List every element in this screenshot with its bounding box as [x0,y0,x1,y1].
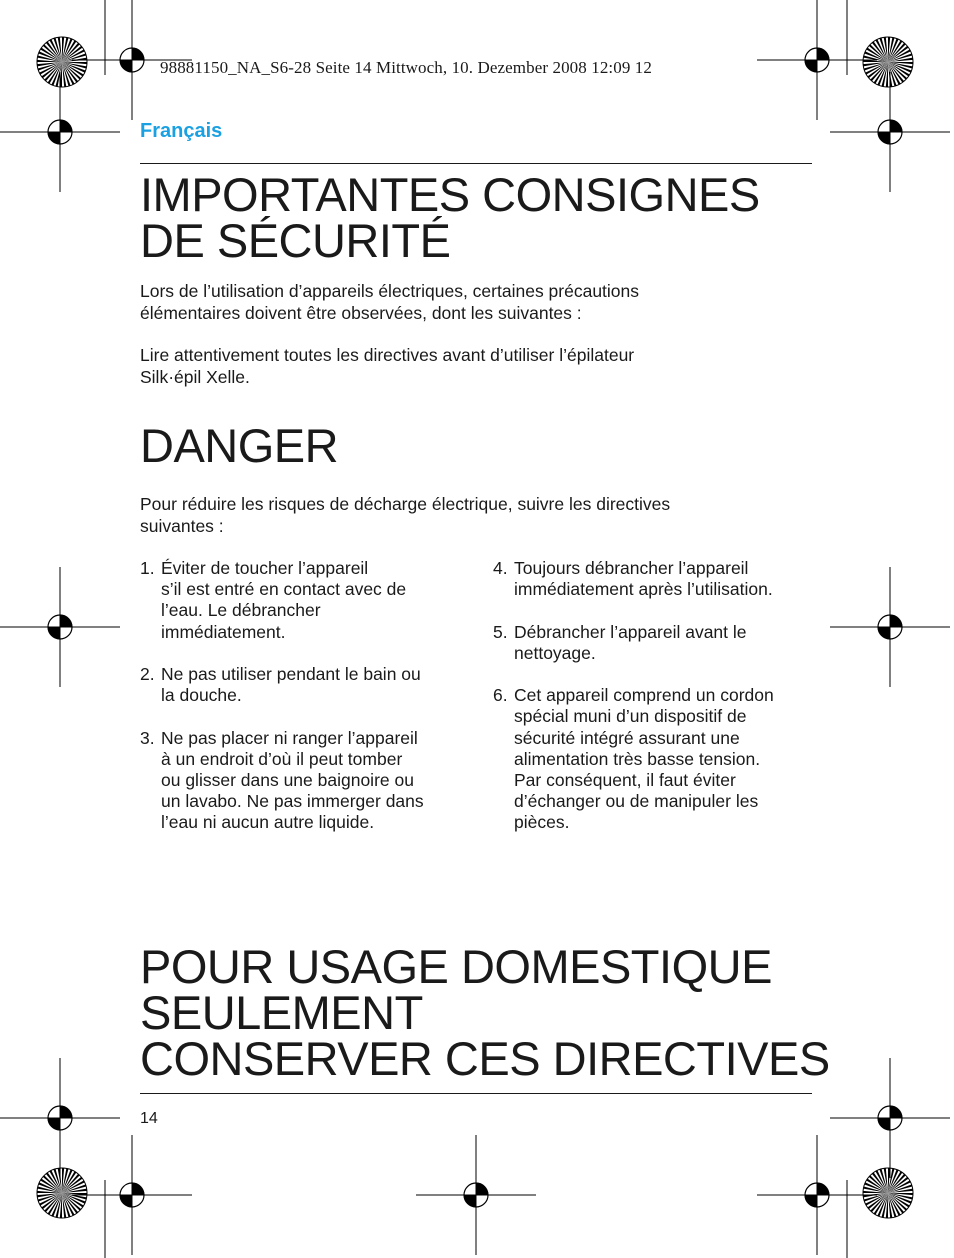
language-label: Français [140,120,223,142]
list-item-line: spécial muni d’un dispositif de [514,706,747,727]
list-item-line: un lavabo. Ne pas immerger dans [161,791,424,812]
registration-mark-right-lower [830,1058,950,1178]
print-slug-line: 98881150_NA_S6-28 Seite 14 Mittwoch, 10. Dezember 2008 12:09 12 [160,58,653,77]
list-item-text [514,685,815,833]
instructions-right-column [493,558,815,855]
list-item-line: la douche. [161,685,242,706]
registration-mark-bottom-right [757,1135,877,1255]
list-item-text [161,664,462,706]
registration-mark-bottom-left [72,1135,192,1255]
starburst-bottom-left [37,1168,87,1218]
list-item [493,622,815,664]
list-item-line: Cet appareil comprend un cordon [514,685,774,706]
bottom-heading-line-2: SEULEMENT [140,986,423,1039]
list-item [140,664,462,706]
list-item [140,728,462,834]
intro-paragraph-2: Lire attentivement toutes les directives avant d’utiliser l’épilateur Silk·épil Xelle. [140,345,635,387]
list-item-number: 2. [140,664,155,684]
bottom-heading-line-1: POUR USAGE DOMESTIQUE [140,940,772,993]
instructions-left-column [140,558,462,855]
list-item-line: alimentation très basse tension. [514,748,761,769]
list-item-line: immédiatement. [161,621,286,642]
main-heading-line-1: IMPORTANTES CONSIGNES [140,168,760,221]
registration-mark-right-middle [830,567,950,687]
list-item-line: d’échanger ou de manipuler les [514,791,759,812]
list-item [140,558,462,643]
intro-paragraph-1: Lors de l’utilisation d’appareils électriques, certaines précautions élémentaires doivent être observées, dont les suivantes : [140,281,640,323]
list-item-line: Par conséquent, il faut éviter [514,770,736,790]
registration-mark-left-lower [0,1058,120,1178]
list-item-line: l’eau. Le débrancher [161,600,321,621]
list-item-line: ou glisser dans une baignoire ou [161,770,414,790]
list-item [493,685,815,833]
list-item-line: Toujours débrancher l’appareil [514,558,749,578]
list-item-text [161,728,462,834]
page-number: 14 [140,1110,158,1127]
main-heading-line-2: DE SÉCURITÉ [140,214,451,267]
list-item-text [514,622,815,664]
instructions-list-right [493,558,815,834]
danger-heading: DANGER [140,419,339,472]
list-item [493,558,815,600]
list-item-text [161,558,462,643]
list-item-number: 6. [493,685,508,706]
list-item-line: immédiatement après l’utilisation. [514,579,773,600]
registration-mark-left-middle [0,567,120,687]
list-item-number: 3. [140,727,155,748]
list-item-line: sécurité intégré assurant une [514,727,740,748]
list-item-line: pièces. [514,812,570,833]
list-item-line: nettoyage. [514,642,596,663]
registration-mark-right-upper [830,72,950,192]
starburst-top-left [37,37,87,87]
list-item-number: 4. [493,558,508,578]
list-item-number: 1. [140,558,155,578]
list-item-line: à un endroit d’où il peut tomber [161,748,403,769]
list-item-line: Éviter de toucher l’appareil [161,558,369,578]
list-item-number: 5. [493,621,508,642]
starburst-top-right [863,37,913,87]
registration-mark-top-right [757,0,877,120]
bottom-heading [140,940,830,1085]
registration-mark-bottom-center [416,1135,536,1255]
list-item-line: l’eau ni aucun autre liquide. [161,812,375,833]
instructions-list-left [140,558,462,834]
top-rule [140,163,812,164]
list-item-text [514,558,815,600]
bottom-rule [140,1093,812,1094]
list-item-line: Ne pas utiliser pendant le bain ou [161,664,421,684]
danger-intro: Pour réduire les risques de décharge électrique, suivre les directives suivantes : [140,494,671,536]
registration-mark-left-upper [0,72,120,192]
list-item-line: Ne pas placer ni ranger l’appareil [161,727,418,748]
starburst-bottom-right [863,1168,913,1218]
list-item-line: s’il est entré en contact avec de [161,579,407,600]
list-item-line: Débrancher l’appareil avant le [514,621,747,642]
main-heading [140,168,760,267]
bottom-heading-line-3: CONSERVER CES DIRECTIVES [140,1032,830,1085]
